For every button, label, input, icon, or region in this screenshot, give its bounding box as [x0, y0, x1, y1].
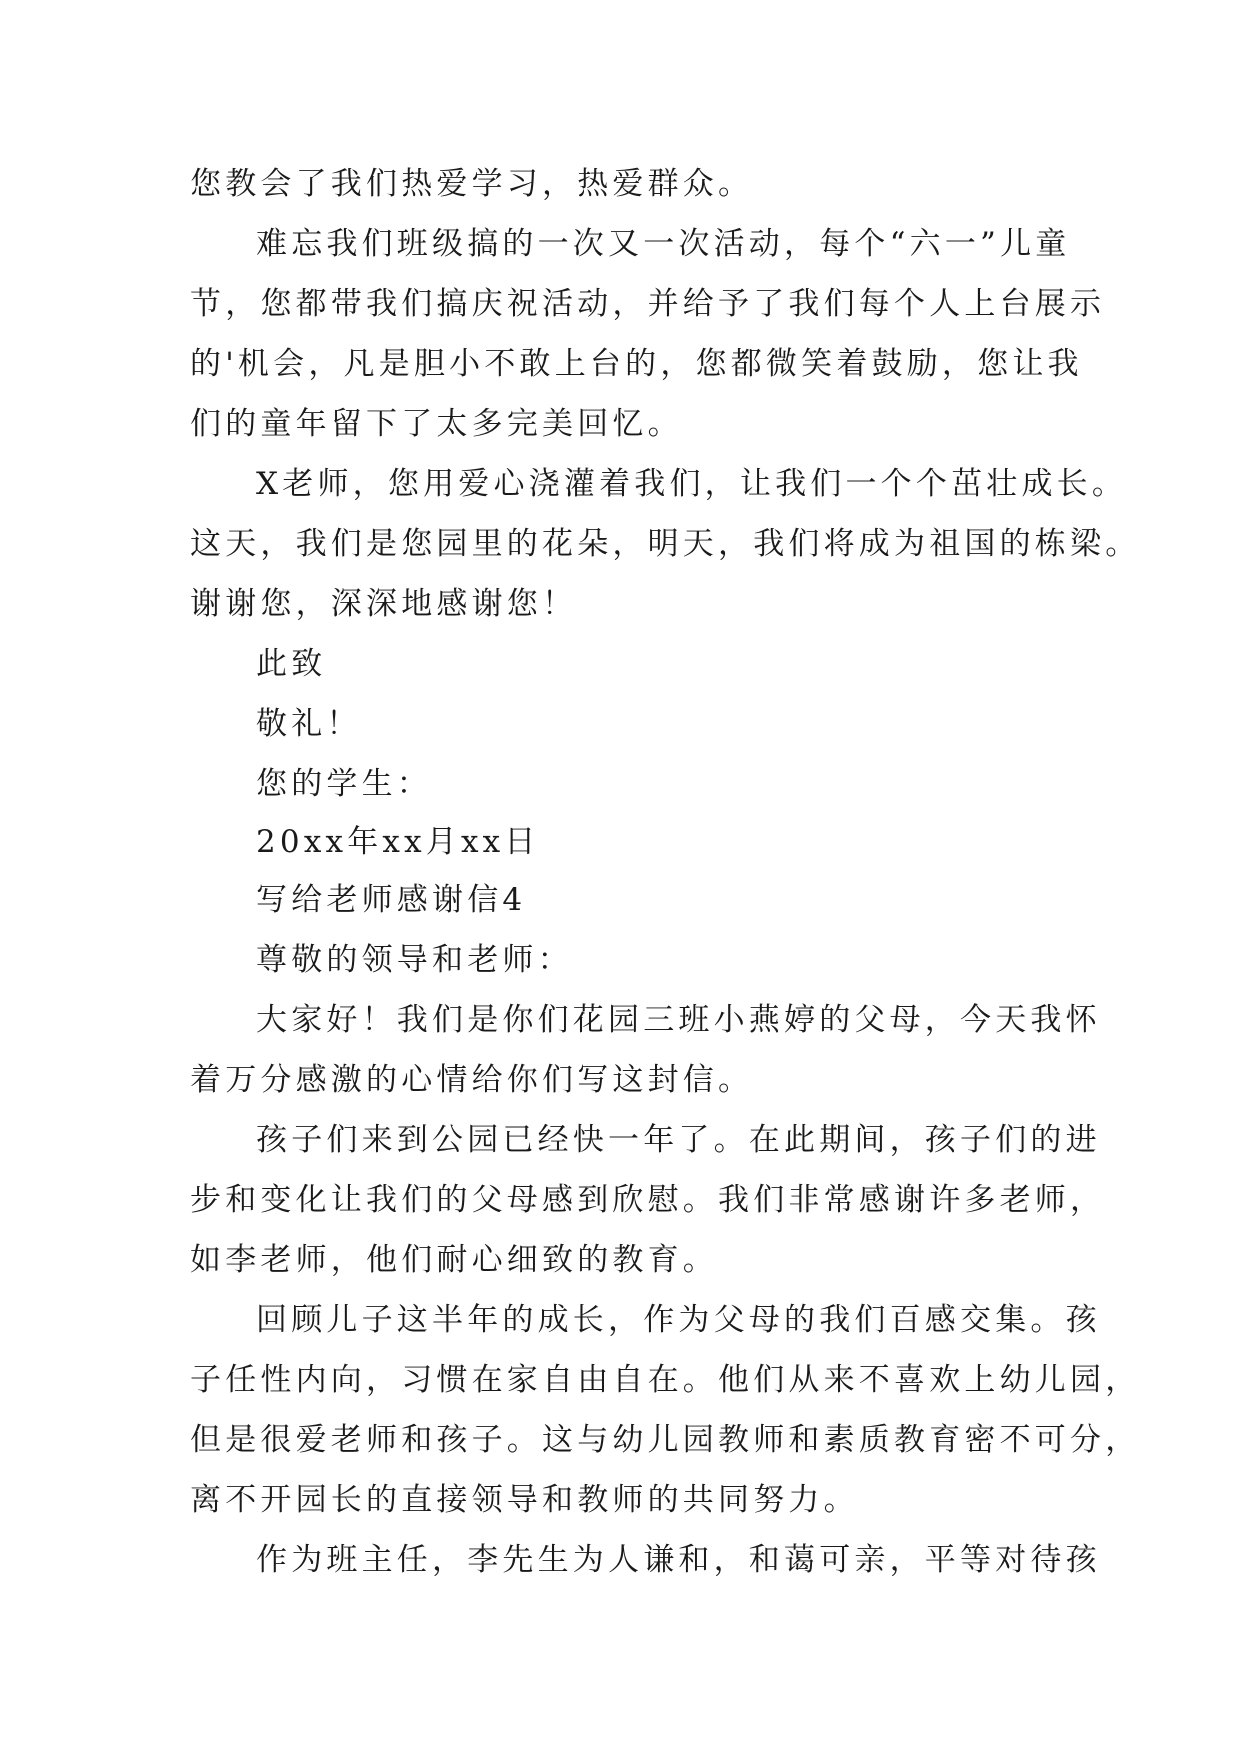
- closing-salutation: 此致: [256, 646, 327, 682]
- text-line: 步和变化让我们的父母感到欣慰。我们非常感谢许多老师，: [190, 1182, 1106, 1218]
- text-line: 大家好！我们是你们花园三班小燕婷的父母，今天我怀: [256, 1002, 1101, 1038]
- text-line: 如李老师，他们耐心细致的教育。: [190, 1242, 718, 1278]
- text-line: 但是很爱老师和孩子。这与幼儿园教师和素质教育密不可分，: [190, 1422, 1141, 1458]
- text-line: 的'机会，凡是胆小不敢上台的，您都微笑着鼓励，您让我: [190, 346, 1083, 382]
- signature-line: 您的学生：: [256, 766, 432, 802]
- text-line: 节，您都带我们搞庆祝活动，并给予了我们每个人上台展示: [190, 286, 1106, 322]
- text-line: 回顾儿子这半年的成长，作为父母的我们百感交集。孩: [256, 1302, 1101, 1338]
- text-line: 们的童年留下了太多完美回忆。: [190, 406, 683, 442]
- text-line: 离不开园长的直接领导和教师的共同努力。: [190, 1482, 859, 1518]
- text-line: 难忘我们班级搞的一次又一次活动，每个“六一”儿童: [256, 226, 1071, 262]
- text-line: 这天，我们是您园里的花朵，明天，我们将成为祖国的栋梁。: [190, 526, 1141, 562]
- text-line: 孩子们来到公园已经快一年了。在此期间，孩子们的进: [256, 1122, 1101, 1158]
- greeting-line: 尊敬的领导和老师：: [256, 942, 573, 978]
- date-line: 20xx年xx月xx日: [256, 824, 540, 860]
- text-line: 谢谢您，深深地感谢您！: [190, 586, 578, 622]
- text-line: 作为班主任，李先生为人谦和，和蔼可亲，平等对待孩: [256, 1542, 1101, 1578]
- section-heading: 写给老师感谢信4: [256, 882, 527, 918]
- text-line: X老师，您用爱心浇灌着我们，让我们一个个茁壮成长。: [256, 466, 1128, 502]
- closing-salutation: 敬礼！: [256, 706, 362, 742]
- text-line: 着万分感激的心情给你们写这封信。: [190, 1062, 754, 1098]
- text-line: 您教会了我们热爱学习，热爱群众。: [190, 166, 754, 202]
- text-line: 子任性内向，习惯在家自由自在。他们从来不喜欢上幼儿园，: [190, 1362, 1141, 1398]
